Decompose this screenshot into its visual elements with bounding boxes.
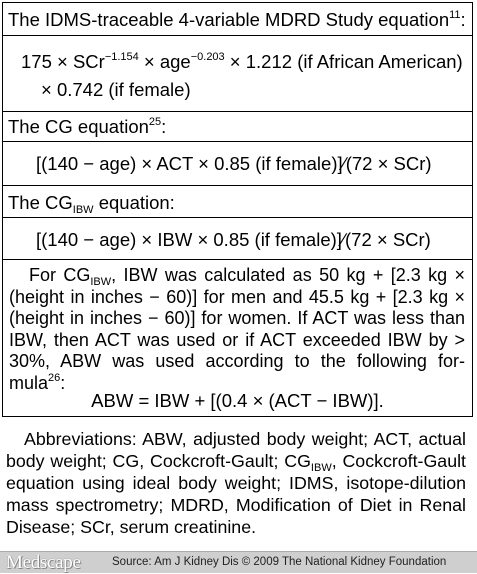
cg-equation: [(140 − age) × ACT × 0.85 (if female)]∕(72 × SCr) [36,153,432,174]
cg-title: The CG equation$^{25}$: [8,116,167,137]
ibw-description-row [3,260,472,416]
cgibw-title-row [3,186,472,218]
mdrd-equation-line1: 175 × SCr$^{-1.154}$ × age$^{-0.203}$ × 1.212 (if African American) [21,51,463,72]
medscape-logo[interactable]: Medscape [6,552,81,573]
cg-title-row [3,112,472,142]
cgibw-equation: [(140 − age) × IBW × 0.85 (if female)]∕(72 × SCr) [36,229,431,250]
cgibw-title: The $CG_{IBW}$ equation: [8,192,175,216]
mdrd-equation-line2: × 0.742 (if female) [41,79,191,100]
source-citation: Source: Am J Kidney Dis © 2009 The National Kidney Foundation [112,556,447,568]
mdrd-equation-row [3,36,472,112]
abw-formula: ABW = IBW + [(0.4 × (ACT − IBW)]. [91,390,384,411]
mdrd-title: The IDMS-traceable 4-variable MDRD Study equation$^{11}$: [8,9,466,30]
ibw-description: For $CG_{IBW}$, IBW was calculated as 50 kg + [2.3 kg × (height in inches − 60)] for men and 45.5 kg + [2.3 kg × (height in inches − 60)] for women. If ACT was less than IBW, then ACT was used or if ACT exceeded IBW by > 30%, ABW was used according to the following for- mula$^{26}$: [9,265,465,393]
equations-table [2,2,473,417]
cg-equation-row [3,142,472,186]
mdrd-title-row [3,3,472,36]
cgibw-equation-row [3,218,472,260]
footer-bar [0,551,477,573]
abbreviations-note: Abbreviations: ABW, adjusted body weight; ACT, actual body weight; CG, Cockcroft-Gault; $CG_{IBW}$, Cockcroft-Gault equation using ideal body weight; IDMS, isotope-dilution mass spectrometry; MDRD, Modification of Diet in Renal Disease; SCr, serum creatinine. [6,429,466,537]
